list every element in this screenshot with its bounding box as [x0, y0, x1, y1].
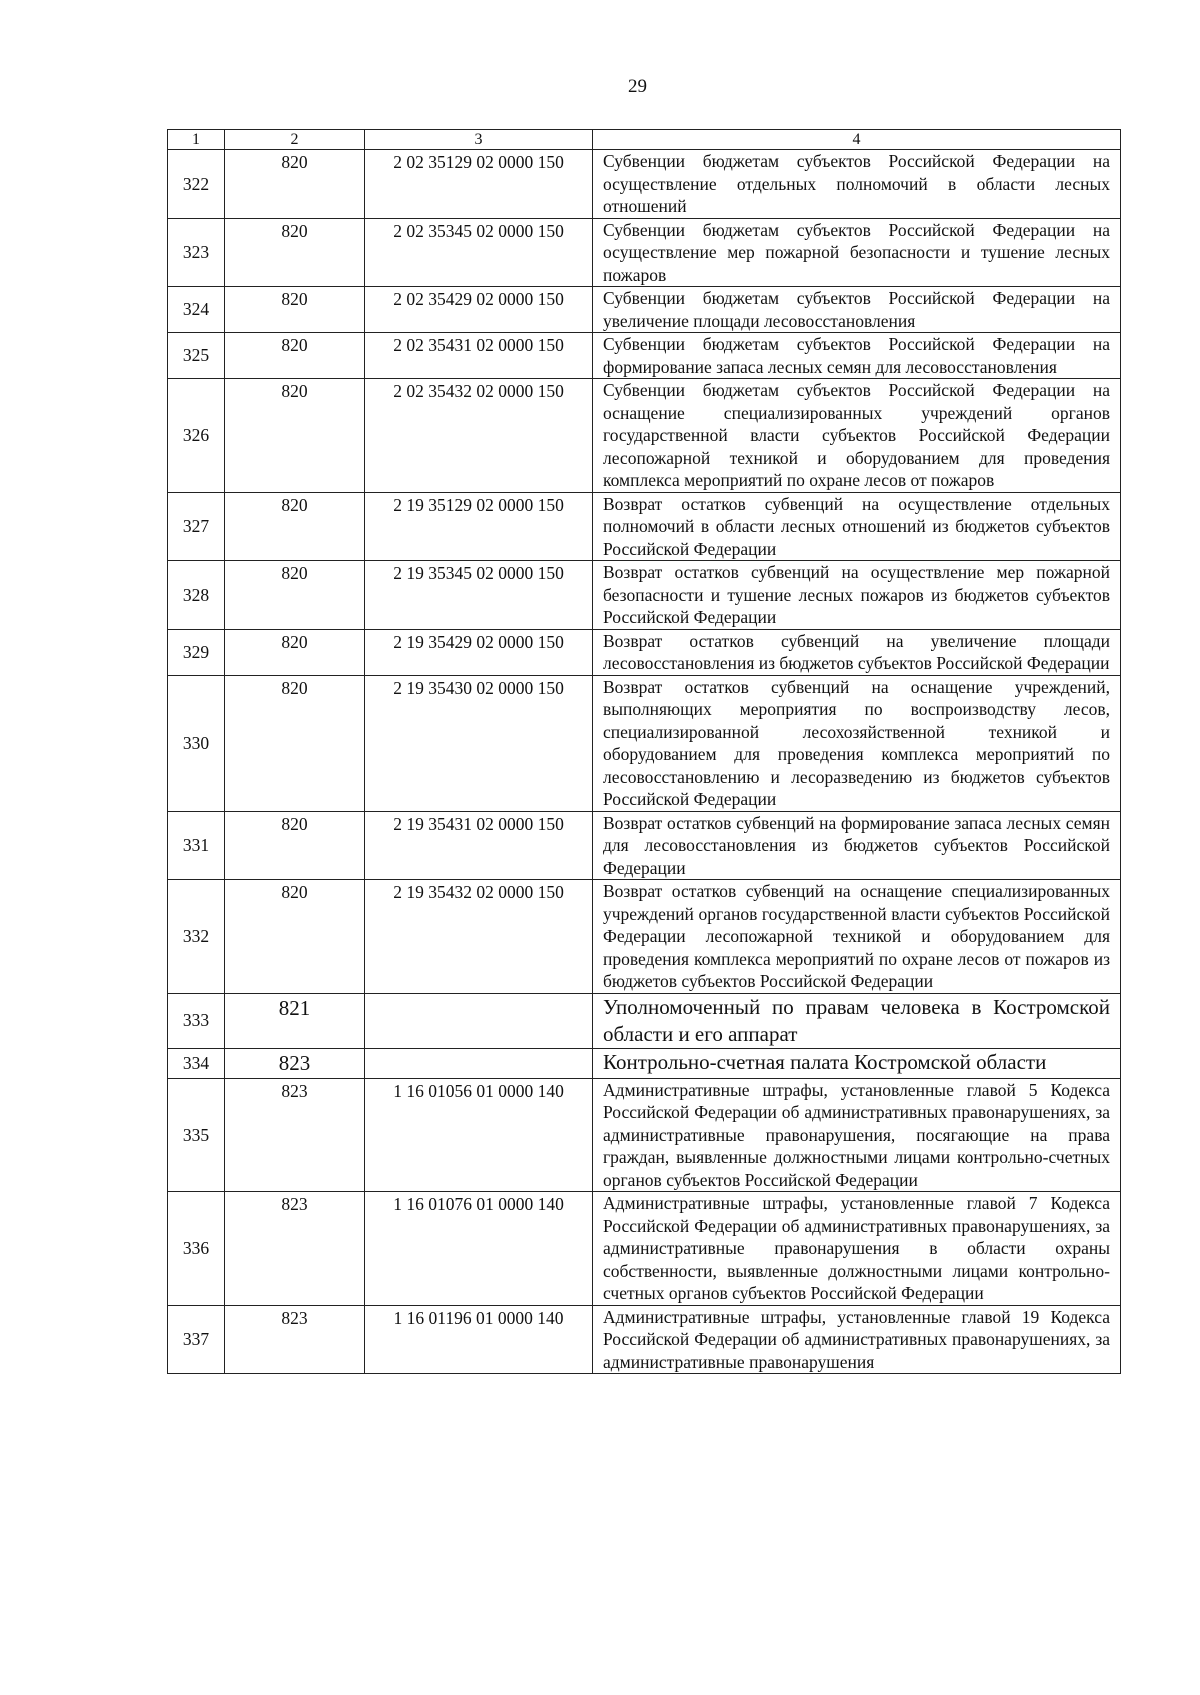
- revenue-code: 2 02 35129 02 0000 150: [365, 150, 593, 219]
- revenue-name: Контрольно-счетная палата Костромской области: [593, 1048, 1121, 1078]
- revenue-name: Возврат остатков субвенций на оснащение учреждений, выполняющих мероприятия по воспроизводству лесов, специализированной лесохозяйственной техникой и оборудованием для проведения комплекса мероприятий по лесовосстановлению и лесоразведению из бюджетов субъектов Российской Федерации: [593, 675, 1121, 811]
- revenue-code: 2 19 35129 02 0000 150: [365, 492, 593, 561]
- row-number: 331: [168, 811, 225, 880]
- table-row: [168, 379, 1121, 493]
- administrator-code: 823: [225, 1305, 365, 1374]
- column-header-4: 4: [593, 130, 1121, 150]
- revenue-code: 2 02 35432 02 0000 150: [365, 379, 593, 493]
- revenue-name: Возврат остатков субвенций на оснащение специализированных учреждений органов государственной власти субъектов Российской Федерации лесопожарной техникой и оборудованием для проведения комплекса мероприятий по охране лесов от пожаров из бюджетов субъектов Российской Федерации: [593, 880, 1121, 994]
- revenue-name: Субвенции бюджетам субъектов Российской Федерации на оснащение специализированных учреждений органов государственной власти субъектов Российской Федерации лесопожарной техникой и оборудованием для проведения комплекса мероприятий по охране лесов от пожаров: [593, 379, 1121, 493]
- row-number: 329: [168, 629, 225, 675]
- table-row: [168, 1192, 1121, 1306]
- revenue-code: 1 16 01056 01 0000 140: [365, 1078, 593, 1192]
- revenue-code: 2 19 35431 02 0000 150: [365, 811, 593, 880]
- administrator-code: 823: [225, 1078, 365, 1192]
- row-number: 323: [168, 218, 225, 287]
- row-number: 326: [168, 379, 225, 493]
- table-row: [168, 333, 1121, 379]
- table-row: [168, 1305, 1121, 1374]
- row-number: 332: [168, 880, 225, 994]
- table-row: [168, 993, 1121, 1048]
- table-row: [168, 675, 1121, 811]
- row-number: 334: [168, 1048, 225, 1078]
- row-number: 324: [168, 287, 225, 333]
- revenue-name: Уполномоченный по правам человека в Костромской области и его аппарат: [593, 993, 1121, 1048]
- table-row: [168, 287, 1121, 333]
- revenue-code: [365, 1048, 593, 1078]
- table-row: [168, 492, 1121, 561]
- administrator-code: 820: [225, 811, 365, 880]
- revenue-code: 2 19 35429 02 0000 150: [365, 629, 593, 675]
- administrator-code: 820: [225, 492, 365, 561]
- revenue-code: 2 02 35429 02 0000 150: [365, 287, 593, 333]
- column-header-1: 1: [168, 130, 225, 150]
- page-number: 29: [628, 76, 647, 97]
- administrator-code: 820: [225, 218, 365, 287]
- administrator-code: 823: [225, 1048, 365, 1078]
- table-row: [168, 561, 1121, 630]
- column-header-3: 3: [365, 130, 593, 150]
- revenue-name: Субвенции бюджетам субъектов Российской Федерации на осуществление мер пожарной безопасности и тушение лесных пожаров: [593, 218, 1121, 287]
- revenue-name: Административные штрафы, установленные главой 5 Кодекса Российской Федерации об административных правонарушениях, за административные правонарушения, посягающие на права граждан, выявленные должностными лицами контрольно-счетных органов субъектов Российской Федерации: [593, 1078, 1121, 1192]
- revenue-code: 2 02 35345 02 0000 150: [365, 218, 593, 287]
- revenue-code: [365, 993, 593, 1048]
- revenue-name: Субвенции бюджетам субъектов Российской Федерации на формирование запаса лесных семян для лесовосстановления: [593, 333, 1121, 379]
- revenue-code: 1 16 01196 01 0000 140: [365, 1305, 593, 1374]
- revenue-code: 1 16 01076 01 0000 140: [365, 1192, 593, 1306]
- revenue-name: Возврат остатков субвенций на формирование запаса лесных семян для лесовосстановления из бюджетов субъектов Российской Федерации: [593, 811, 1121, 880]
- revenue-name: Возврат остатков субвенций на осуществление мер пожарной безопасности и тушение лесных пожаров из бюджетов субъектов Российской Федерации: [593, 561, 1121, 630]
- administrator-code: 820: [225, 287, 365, 333]
- table-row: [168, 218, 1121, 287]
- row-number: 328: [168, 561, 225, 630]
- row-number: 336: [168, 1192, 225, 1306]
- table-row: [168, 1048, 1121, 1078]
- revenue-code: 2 19 35430 02 0000 150: [365, 675, 593, 811]
- table-row: [168, 811, 1121, 880]
- row-number: 325: [168, 333, 225, 379]
- row-number: 333: [168, 993, 225, 1048]
- revenue-code: 2 19 35345 02 0000 150: [365, 561, 593, 630]
- row-number: 337: [168, 1305, 225, 1374]
- row-number: 327: [168, 492, 225, 561]
- administrator-code: 820: [225, 561, 365, 630]
- administrator-code: 820: [225, 629, 365, 675]
- revenue-name: Возврат остатков субвенций на осуществление отдельных полномочий в области лесных отношений из бюджетов субъектов Российской Федерации: [593, 492, 1121, 561]
- administrator-code: 821: [225, 993, 365, 1048]
- revenue-name: Субвенции бюджетам субъектов Российской Федерации на увеличение площади лесовосстановления: [593, 287, 1121, 333]
- table-row: [168, 150, 1121, 219]
- row-number: 335: [168, 1078, 225, 1192]
- row-number: 322: [168, 150, 225, 219]
- table-row: [168, 629, 1121, 675]
- administrator-code: 820: [225, 880, 365, 994]
- revenue-code: 2 02 35431 02 0000 150: [365, 333, 593, 379]
- administrator-code: 820: [225, 150, 365, 219]
- table-row: [168, 1078, 1121, 1192]
- revenue-name: Административные штрафы, установленные главой 7 Кодекса Российской Федерации об административных правонарушениях, за административные правонарушения в области охраны собственности, выявленные должностными лицами контрольно-счетных органов субъектов Российской Федерации: [593, 1192, 1121, 1306]
- administrator-code: 823: [225, 1192, 365, 1306]
- revenue-code: 2 19 35432 02 0000 150: [365, 880, 593, 994]
- revenue-codes-table: [167, 129, 1121, 1374]
- column-header-2: 2: [225, 130, 365, 150]
- table-header-row: [168, 130, 1121, 150]
- row-number: 330: [168, 675, 225, 811]
- revenue-name: Возврат остатков субвенций на увеличение площади лесовосстановления из бюджетов субъектов Российской Федерации: [593, 629, 1121, 675]
- administrator-code: 820: [225, 333, 365, 379]
- table-row: [168, 880, 1121, 994]
- administrator-code: 820: [225, 675, 365, 811]
- revenue-name: Административные штрафы, установленные главой 19 Кодекса Российской Федерации об административных правонарушениях, за административные правонарушения: [593, 1305, 1121, 1374]
- revenue-name: Субвенции бюджетам субъектов Российской Федерации на осуществление отдельных полномочий в области лесных отношений: [593, 150, 1121, 219]
- administrator-code: 820: [225, 379, 365, 493]
